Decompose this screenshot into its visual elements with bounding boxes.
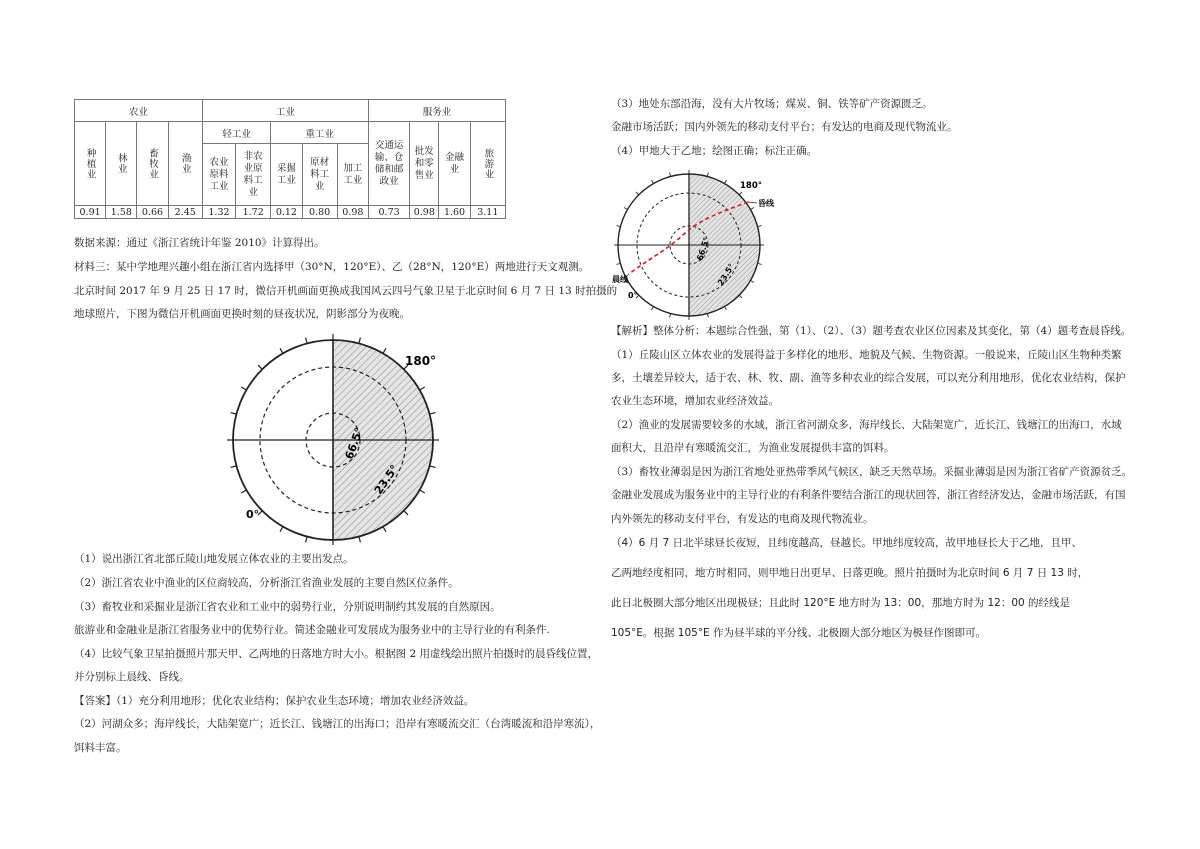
material3-line2: 北京时间 2017 年 9 月 25 日 17 时，微信开机画面更换成我国风云四号气象卫星于北京时间 6 月 7 日 13 时拍摄的 — [74, 285, 618, 297]
material3-line3: 地球照片，下图为微信开机画面更换时刻的昼夜状况，阴影部分为夜晚。 — [74, 308, 410, 320]
answer-4: （4）甲地大于乙地；绘图正确；标注正确。 — [611, 145, 818, 157]
analysis-1a: （1）丘陵山区立体农业的发展得益于多样化的地形、地貌及气候、生物资源。一般说来，丘陵山区生物种类繁 — [611, 349, 1122, 361]
longitude-tick — [758, 226, 762, 227]
day-night-polar-diagram — [220, 330, 450, 545]
longitude-tick — [359, 338, 361, 344]
longitude-tick — [617, 226, 621, 227]
analysis-4c: 此日北极圈大部分地区出现极昼；且此时 120°E 地方时为 13：00，那地方时为 12：00 的经线是 — [611, 597, 1071, 609]
analysis-4d: 105°E。根据 105°E 作为昼半球的平分线、北极圈大部分地区为极昼作图即可。 — [611, 627, 987, 639]
table-cell: 0.98 — [410, 206, 439, 219]
col-header: 林业 — [115, 153, 127, 174]
table-cell: 1.58 — [106, 206, 137, 219]
small-label-180: 180° — [740, 181, 762, 191]
question-2: （2）浙江省农业中渔业的区位商较高，分析浙江省渔业发展的主要自然区位条件。 — [74, 577, 459, 589]
group-industry: 工业 — [202, 100, 368, 122]
longitude-tick — [652, 306, 654, 309]
longitude-tick — [707, 173, 708, 177]
longitude-tick — [750, 281, 753, 283]
analysis-2b: 面积大，且沿岸有寒暖流交汇，为渔业发展提供丰富的饵料。 — [611, 442, 895, 454]
group-agriculture: 农业 — [75, 100, 203, 122]
table-cell: 0.98 — [337, 206, 368, 219]
analysis-4b: 乙两地经度相同，地方时相同，则甲地日出更早、日落更晚。照片拍摄时为北京时间 6 月 7 日 13 时， — [611, 567, 1089, 579]
table-cell: 2.45 — [168, 206, 202, 219]
longitude-tick — [624, 208, 627, 210]
col-header: 渔业 — [179, 153, 191, 174]
material3-line1: 材料三：某中学地理兴趣小组在浙江省内选择甲（30°N，120°E）、乙（28°N，120°E）两地进行天文观测。 — [74, 261, 590, 273]
analysis-1b: 多，土壤差异较大，适于农、林、牧、副、渔等多种农业的综合发展，可以充分利用地形，优化农业结构，保护 — [611, 372, 1126, 384]
label-0: 0° — [246, 508, 260, 521]
data-source: 数据来源：通过《浙江省统计年鉴 2010》计算得出。 — [74, 237, 325, 249]
table-cell: 1.72 — [236, 206, 271, 219]
answer-2: （2）河湖众多；海岸线长，大陆架宽广；近长江、钱塘江的出海口；沿岸有寒暖流交汇（台湾暖流和沿岸寒流）， — [74, 718, 601, 730]
small-label-23-5: 23.5° — [716, 262, 737, 288]
longitude-tick — [280, 527, 283, 532]
longitude-tick — [241, 490, 246, 493]
table-cell: 3.11 — [470, 206, 505, 219]
group-service: 服务业 — [368, 100, 505, 122]
longitude-tick — [670, 173, 671, 177]
col-header: 金融业 — [445, 151, 465, 175]
col-header: 交通运输、仓储和邮政业 — [374, 139, 404, 187]
col-header: 种植业 — [84, 147, 96, 180]
col-header: 原材料工业 — [310, 156, 330, 192]
longitude-tick — [258, 365, 262, 369]
table-cell: 0.80 — [302, 206, 337, 219]
longitude-tick — [617, 263, 621, 264]
analysis-1c: 农业生态环境，增加农业经济效益。 — [611, 395, 779, 407]
analysis-3b: 金融业发展成为服务业中的主导行业的有利条件要结合浙江的现状回答，浙江省经济发达，金融市场活跃，有国 — [611, 489, 1126, 501]
longitude-tick — [306, 338, 308, 344]
dusk-leader — [748, 202, 757, 203]
small-label-0: 0° — [628, 291, 638, 300]
table-cell: 0.91 — [75, 206, 106, 219]
longitude-tick — [383, 348, 386, 353]
col-header: 加工工业 — [343, 162, 363, 186]
table-cell: 0.66 — [137, 206, 168, 219]
answer-1: 【答案】（1）充分利用地形；优化农业结构；保护农业生态环境；增加农业经济效益。 — [74, 695, 475, 707]
longitude-tick — [636, 192, 639, 195]
col-header: 非农业原料工业 — [243, 150, 263, 198]
table-cell: 1.60 — [439, 206, 470, 219]
dusk-label: 昏线 — [758, 199, 774, 208]
dawn-label: 晨线 — [612, 275, 628, 284]
col-header: 畜牧业 — [147, 147, 158, 180]
longitude-tick — [750, 208, 753, 210]
answer-2b: 饵料丰富。 — [74, 742, 127, 754]
label-180: 180° — [405, 354, 437, 368]
longitude-tick — [739, 295, 742, 298]
subgroup-light-industry: 轻工业 — [202, 122, 270, 144]
longitude-tick — [359, 537, 361, 543]
longitude-tick — [725, 306, 727, 309]
analysis-3a: （3）畜牧业薄弱是因为浙江省地处亚热带季风气候区，缺乏天然草场。采掘业薄弱是因为浙江省矿产资源贫乏。 — [611, 466, 1133, 478]
location-quotient-table — [74, 99, 506, 219]
longitude-tick — [420, 490, 425, 493]
col-header: 农业原料工业 — [209, 156, 229, 192]
longitude-tick — [420, 387, 425, 390]
question-4b: 并分别标上晨线、昏线。 — [74, 671, 190, 683]
answer-3b: 金融市场活跃；国内外领先的移动支付平台；有发达的电商及现代物流业。 — [611, 121, 958, 133]
longitude-tick — [725, 180, 727, 183]
subgroup-heavy-industry: 重工业 — [271, 122, 369, 144]
longitude-tick — [383, 527, 386, 532]
question-4: （4）比较气象卫星拍摄照片那天甲、乙两地的日落地方时大小。根据图 2 用虚线绘出照片拍摄时的晨昏线位置， — [74, 648, 599, 660]
longitude-tick — [231, 413, 237, 415]
longitude-tick — [430, 413, 436, 415]
longitude-tick — [430, 466, 436, 468]
answer-polar-diagram — [612, 168, 792, 320]
longitude-tick — [758, 263, 762, 264]
analysis-3c: 内外领先的移动支付平台，有发达的电商及现代物流业。 — [611, 513, 874, 525]
analysis-overview: 【解析】整体分析：本题综合性强，第（1）、（2）、（3）题考查农业区位因素及其变化，第（4）题考查晨昏线。 — [611, 325, 1132, 337]
longitude-tick — [280, 348, 283, 353]
longitude-tick — [241, 387, 246, 390]
analysis-2a: （2）渔业的发展需要较多的水域，浙江省河湖众多，海岸线长、大陆架宽广，近长江、钱塘江的出海口，水域 — [611, 419, 1122, 431]
small-label-66-5: 66.5° — [695, 236, 712, 262]
col-header: 采掘工业 — [276, 162, 296, 186]
question-1: （1）说出浙江省北部丘陵山地发展立体农业的主要出发点。 — [74, 553, 354, 565]
table-cell: 1.32 — [202, 206, 235, 219]
answer-3: （3）地处东部沿海，没有大片牧场；煤炭、铜、铁等矿产资源匮乏。 — [611, 98, 933, 110]
question-3b: 旅游业和金融业是浙江省服务业中的优势行业。简述金融业可发展成为服务业中的主导行业的有利条件. — [74, 624, 550, 636]
table-cell: 0.12 — [271, 206, 302, 219]
longitude-tick — [739, 192, 742, 195]
longitude-tick — [652, 180, 654, 183]
analysis-4a: （4）6 月 7 日北半球昼长夜短，且纬度越高，昼越长。甲地纬度较高，故甲地昼长大于乙地，且甲、 — [611, 537, 1083, 549]
col-header: 批发和零售业 — [414, 145, 434, 181]
longitude-tick — [306, 537, 308, 543]
longitude-tick — [707, 314, 708, 318]
longitude-tick — [231, 466, 237, 468]
longitude-tick — [404, 511, 408, 515]
col-header: 旅游业 — [482, 147, 494, 180]
longitude-tick — [670, 314, 671, 318]
table-cell: 0.73 — [368, 206, 409, 219]
label-66-5: 66.5° — [342, 425, 366, 462]
label-23-5: 23.5° — [371, 462, 402, 497]
question-3: （3）畜牧业和采掘业是浙江省农业和工业中的弱势行业，分别说明制约其发展的自然原因。 — [74, 601, 501, 613]
